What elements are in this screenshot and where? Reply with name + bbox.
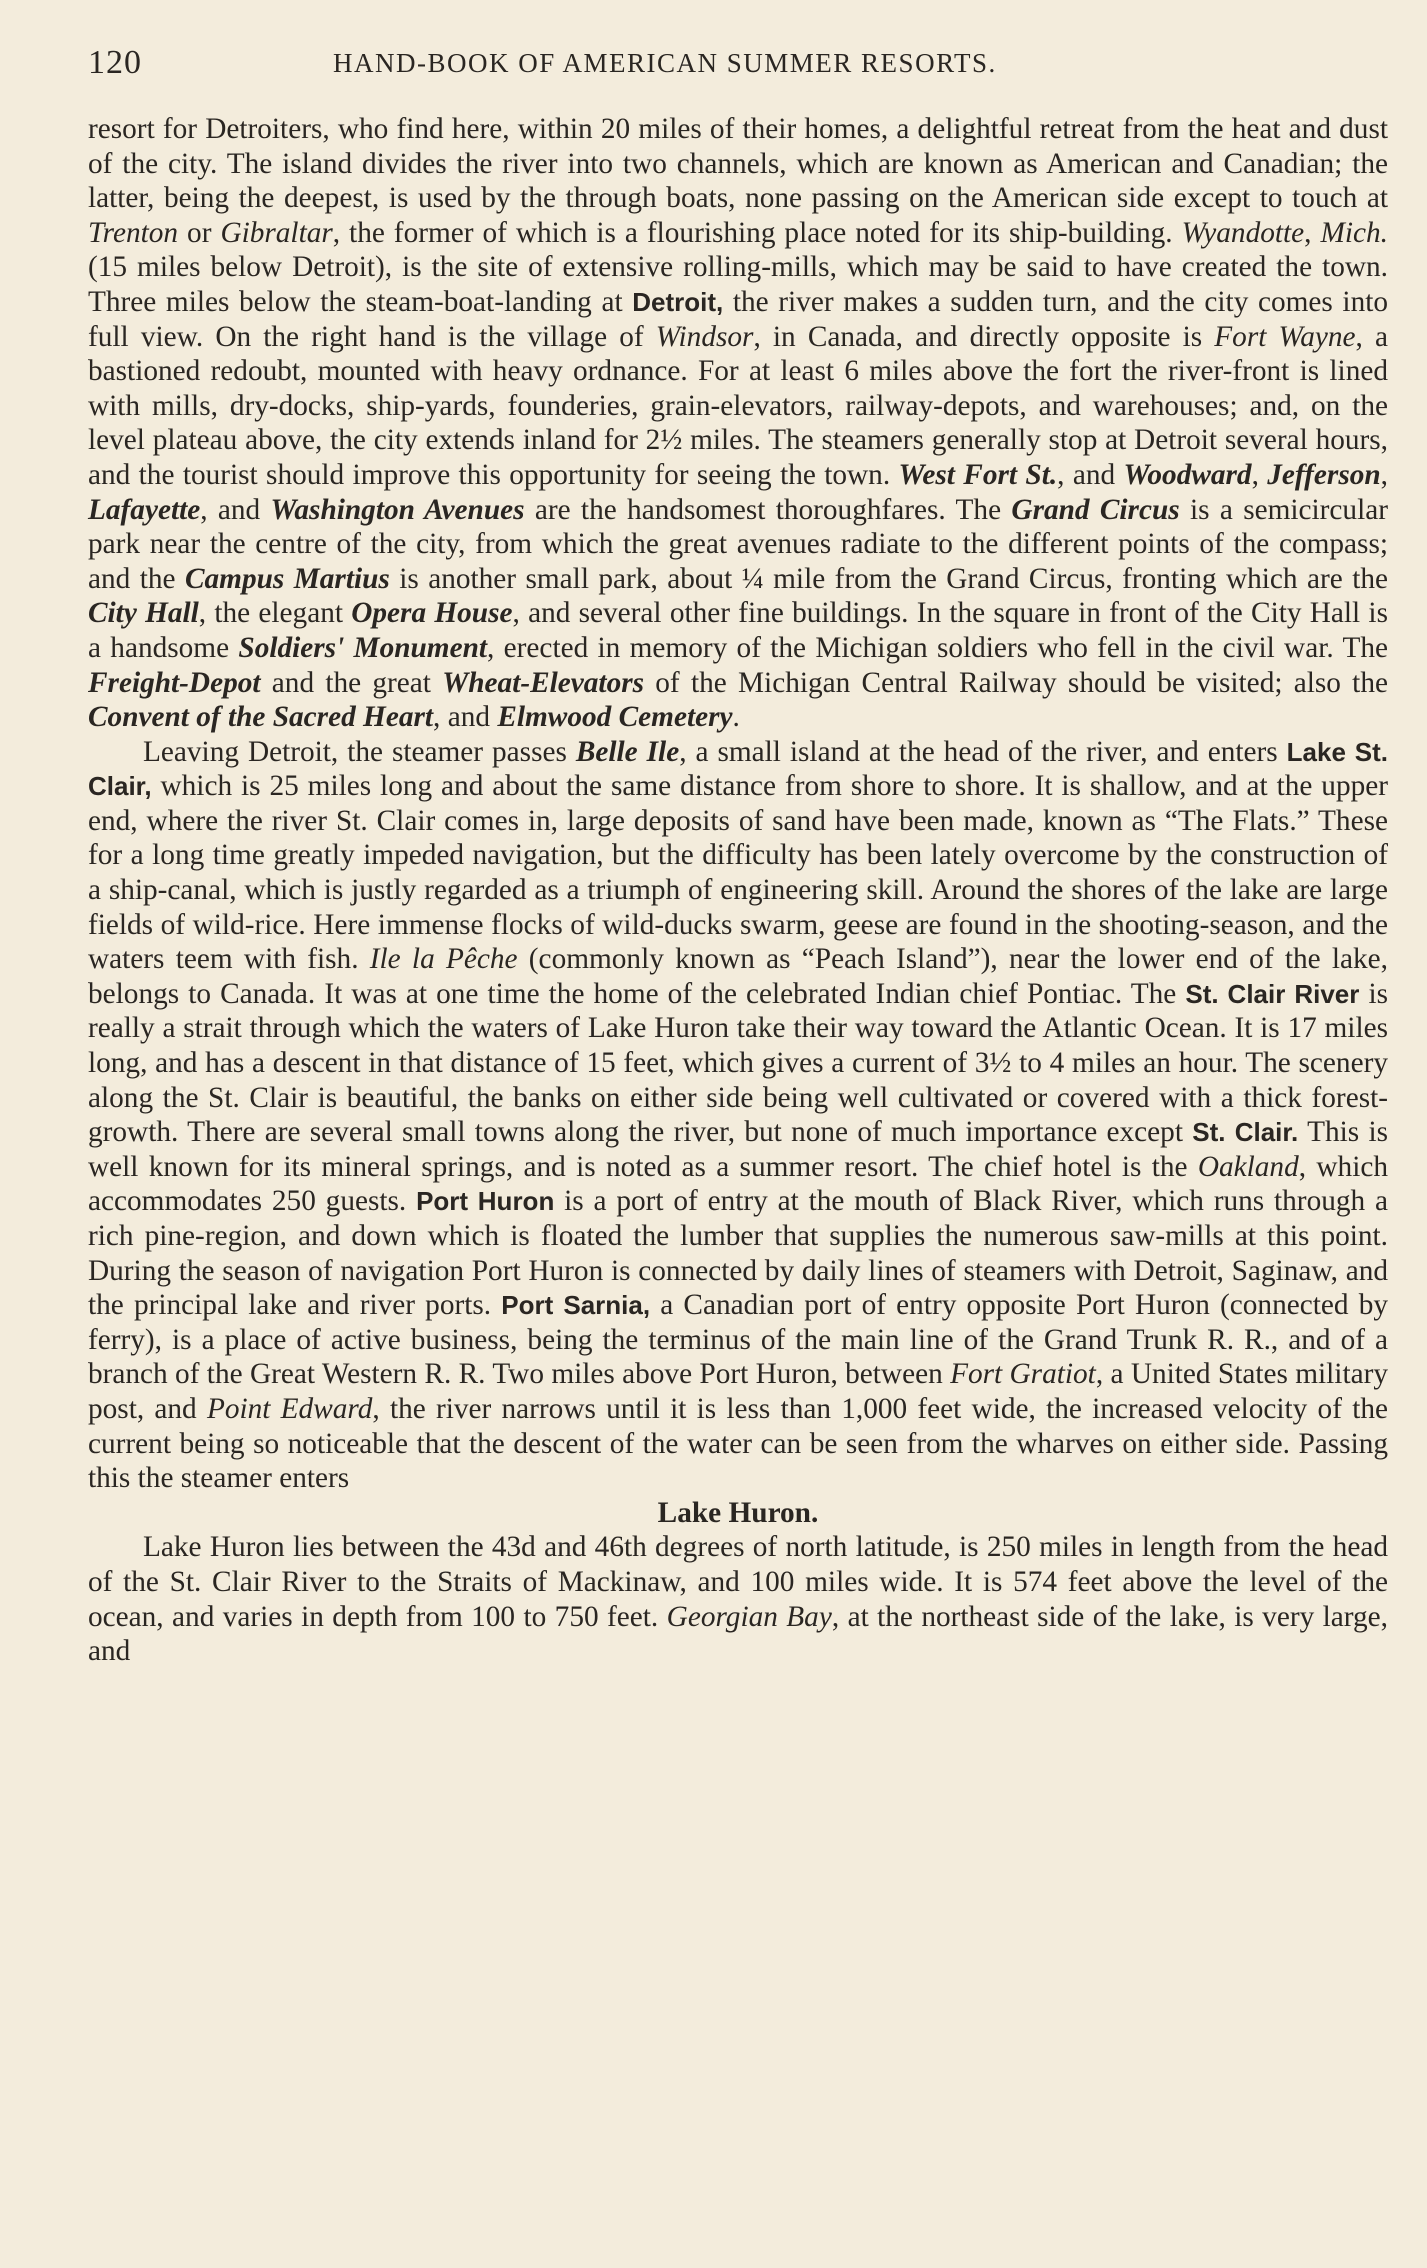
text-run: , a United States military post, and (88, 1358, 1388, 1425)
text-run: Gibraltar (220, 216, 333, 249)
text-run: Leaving Detroit, the steamer passes (143, 735, 576, 768)
text-run: is really a strait through which the waters of Lake Huron take their way toward the Atlantic Ocean. It is 17 miles long, and has a descent in that distance of 15 feet, which gives a current of 3½ to 4 miles an hour. The scenery along the St. Clair is beautiful, the banks on either side being well cultivated or covered with a thick forest-growth. There are several small towns along the river, but none of much importance except (88, 977, 1388, 1149)
paragraph-detroit (88, 112, 1388, 735)
text-run: Lake St. Clair, (88, 736, 1389, 802)
text-run: , and (433, 701, 498, 734)
text-run: the river makes a sudden turn, and the city comes into full view. On the right hand is the village of (88, 285, 1389, 353)
text-run: or (178, 216, 221, 249)
text-run: Elmwood Cemetery (497, 701, 733, 734)
text-run: Point Edward (206, 1392, 373, 1425)
text-run: , at the northeast side of the lake, is very large, and (88, 1600, 1388, 1668)
text-run: Fort Gratiot (950, 1358, 1096, 1391)
section-heading-lake-huron: Lake Huron. (657, 1496, 819, 1529)
text-run: Lafayette (88, 493, 201, 526)
text-run: Georgian Bay (666, 1600, 832, 1633)
text-run: , (1251, 458, 1268, 491)
text-run: , a small island at the head of the river, and enters (679, 735, 1287, 768)
text-run: This is well known for its mineral springs, and is noted as a summer resort. The chief hotel is the (88, 1116, 1388, 1183)
text-run: a Canadian port of entry opposite Port Huron (connected by ferry), is a place of active business, being the terminus of the main line of the Grand Trunk R. R., and of a branch of the Great Western R. R. Two miles above Port Huron, between (88, 1289, 1388, 1391)
text-run: is another small park, about ¼ mile from the Grand Circus, fronting which are the (389, 562, 1388, 595)
text-run: Soldiers' Monument (238, 631, 488, 664)
text-run: , the elegant (198, 597, 352, 630)
text-run: , and (200, 493, 271, 526)
text-run: Jefferson (1267, 458, 1381, 491)
text-run: , the river narrows until it is less than 1,000 feet wide, the increased velocity of the current being so noticeable that the descent of the water can be seen from the wharves on either side. Passing this the steamer enters (88, 1392, 1388, 1495)
body-text (88, 112, 1388, 1669)
text-run: is a semicircular park near the centre of the city, from which the great avenues radiate to the different points of the compass; and the (88, 493, 1388, 595)
text-run: , in Canada, and directly opposite is (753, 320, 1215, 353)
text-run: Port Huron (416, 1186, 555, 1217)
text-run: of the Michigan Central Railway should be visited; also the (644, 666, 1388, 699)
text-run: Fort Wayne (1214, 320, 1356, 353)
text-run: . (732, 701, 740, 734)
page-number: 120 (88, 44, 142, 81)
running-title: HAND-BOOK OF AMERICAN SUMMER RESORTS. (333, 48, 997, 78)
text-run: are the handsomest thoroughfares. The (524, 493, 1012, 526)
text-run: , which accommodates 250 guests. (88, 1150, 1388, 1218)
text-run: Grand Circus (1011, 493, 1180, 526)
text-run: Detroit, (632, 286, 724, 317)
text-run: City Hall (88, 597, 199, 630)
text-run: , (1304, 216, 1321, 249)
text-run: Belle Ile (575, 735, 680, 768)
text-run: Ile la Pêche (369, 943, 518, 976)
text-run: Washington Avenues (270, 493, 525, 526)
paragraph-lake-st-clair (88, 735, 1388, 1496)
text-run: Oakland (1197, 1150, 1299, 1183)
text-run: Convent of the Sacred Heart (88, 701, 434, 734)
text-run: which is 25 miles long and about the same distance from shore to shore. It is shallow, and at the upper end, where the river St. Clair comes in, large deposits of sand have been made, known as “The Flats.” These for a long time greatly impeded navigation, but the difficulty has been lately overcome by the construction of a ship-canal, which is justly regarded as a triumph of engineering skill. Around the shores of the lake are large fields of wild-rice. Here immense flocks of wild-ducks swarm, geese are found in the shooting-season, and the waters teem with fish. (88, 770, 1388, 976)
text-run: Opera House (351, 597, 513, 630)
text-run: (commonly known as “Peach Island”), near the lower end of the lake, belongs to Canada. It was at one time the home of the celebrated Indian chief Pontiac. The (88, 943, 1389, 1010)
text-run: Wyandotte (1181, 216, 1305, 249)
text-run: Campus Martius (184, 562, 390, 595)
text-run: St. Clair River (1185, 978, 1360, 1009)
text-run: is a port of entry at the mouth of Black River, which runs through a rich pine-region, and down which is floated the lumber that supplies the numerous saw-mills at this point. During the season of navigation Port Huron is connected by daily lines of steamers with Detroit, Saginaw, and the principal lake and river ports. (88, 1185, 1388, 1322)
text-run: Trenton (88, 216, 179, 249)
text-run: , erected in memory of the Michigan soldiers who fell in the civil war. The (487, 631, 1388, 664)
text-run: Freight-Depot (88, 666, 261, 699)
text-run: , (1380, 458, 1388, 491)
text-run: Mich. (1320, 216, 1388, 249)
text-run: , and (1057, 458, 1124, 491)
text-run: St. Clair. (1192, 1117, 1299, 1148)
text-run: Wheat-Elevators (442, 666, 645, 699)
text-run: , a bastioned redoubt, mounted with heavy ordnance. For at least 6 miles above the fort the river-front is lined with mills, dry-docks, ship-yards, founderies, grain-elevators, railway-depots, and warehouses; and, on the level plateau above, the city extends inland for 2½ miles. The steamers generally stop at Detroit several hours, and the tourist should improve this opportunity for seeing the town. (88, 320, 1388, 491)
page-header (88, 44, 1388, 92)
paragraph-lake-huron (88, 1530, 1388, 1668)
text-run: resort for Detroiters, who find here, within 20 miles of their homes, a delightful retreat from the heat and dust of the city. The island divides the river into two channels, which are known as American and Canadian; the latter, being the deepest, is used by the through boats, none passing on the American side except to touch at (88, 113, 1388, 215)
text-run: and the great (260, 666, 443, 699)
text-run: , the former of which is a flourishing place noted for its ship-building. (332, 216, 1182, 249)
text-run: (15 miles below Detroit), is the site of extensive rolling-mills, which may be said to have created the town. Three miles below the steam-boat-landing at (88, 251, 1388, 318)
text-run: Lake Huron lies between the 43d and 46th degrees of north latitude, is 250 miles in length from the head of the St. Clair River to the Straits of Mackinaw, and 100 miles wide. It is 574 feet above the level of the ocean, and varies in depth from 100 to 750 feet. (88, 1531, 1388, 1633)
text-run: Windsor (655, 320, 754, 353)
text-run: Woodward (1123, 458, 1252, 491)
text-run: Port Sarnia, (501, 1290, 651, 1321)
text-run: , and several other fine buildings. In the square in front of the City Hall is a handsome (88, 597, 1388, 664)
text-run: West Fort St. (898, 458, 1058, 491)
